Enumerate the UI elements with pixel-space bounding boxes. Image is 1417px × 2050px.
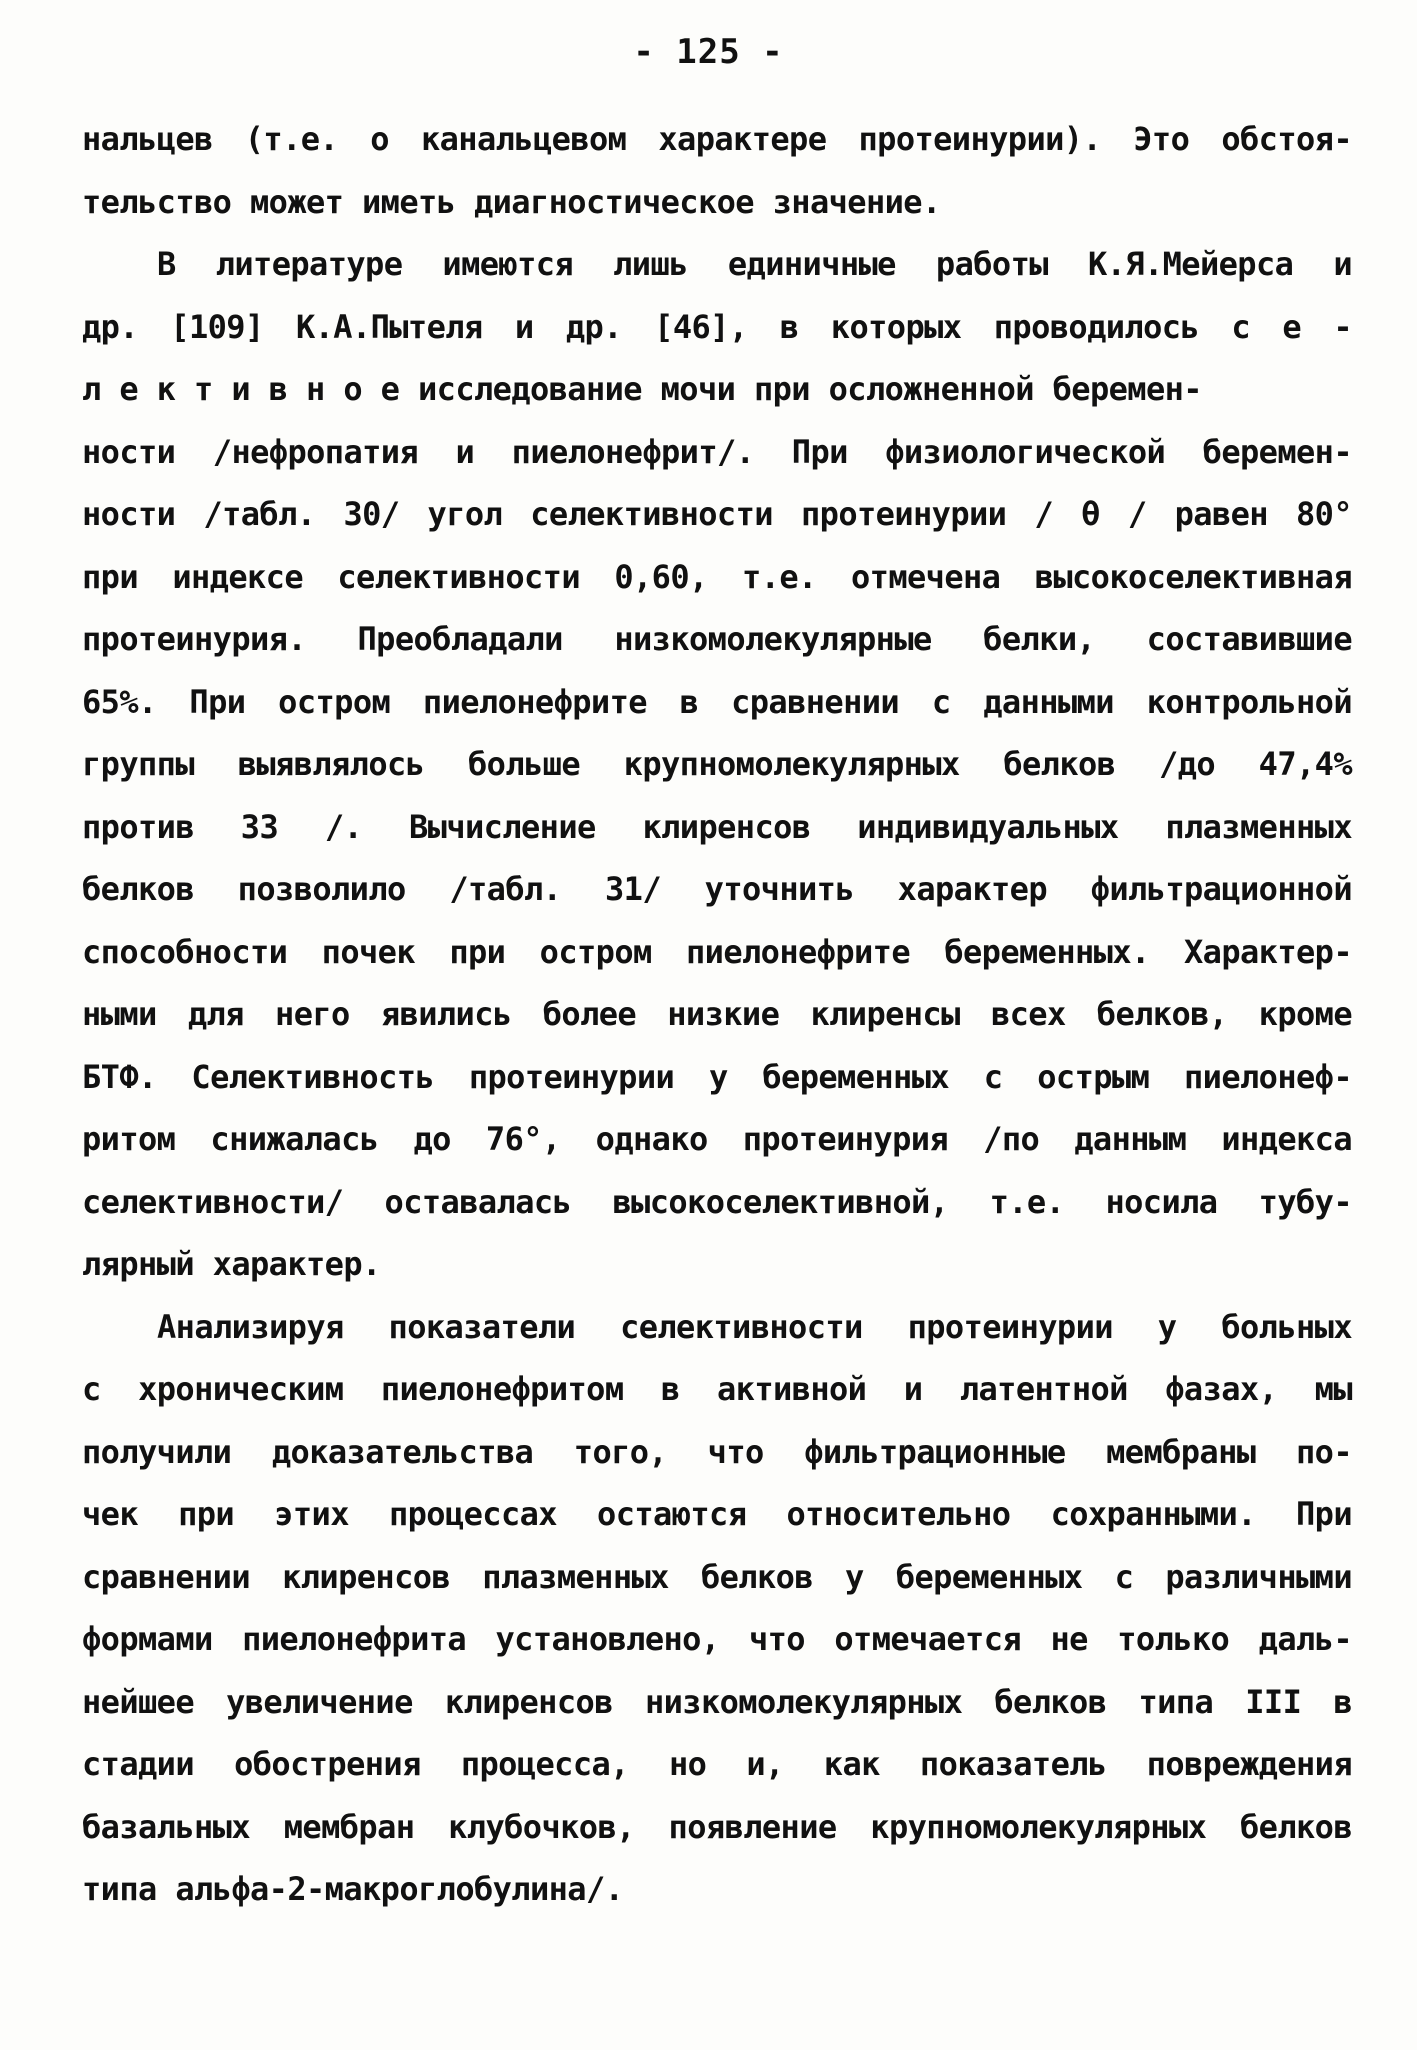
text-line: стадии обострения процесса, но и, как показатель повреждения bbox=[82, 1745, 1352, 1783]
text-line: способности почек при остром пиелонефрите беременных. Характер- bbox=[82, 932, 1352, 971]
text-line: 65%. При остром пиелонефрите в сравнении с данными контрольной bbox=[82, 682, 1352, 721]
text-line: чек при этих процессах остаются относительно сохранными. При bbox=[82, 1495, 1352, 1533]
text-line: при индексе селективности 0,60, т.е. отмечена высокоселективная bbox=[82, 557, 1352, 596]
text-line: формами пиелонефрита установлено, что отмечается не только даль- bbox=[82, 1620, 1352, 1658]
text-line: получили доказательства того, что фильтрационные мембраны по- bbox=[82, 1432, 1352, 1471]
text-line: белков позволило /табл. 31/ уточнить характер фильтрационной bbox=[82, 870, 1352, 908]
text-line: Анализируя показатели селективности протеинурии у больных bbox=[157, 1307, 1352, 1346]
text-line: ности /нефропатия и пиелонефрит/. При физиологической беремен- bbox=[82, 432, 1352, 471]
paragraph-3 bbox=[82, 1296, 1352, 1921]
text-line: группы выявлялось больше крупномолекулярных белков /до 47,4% bbox=[82, 745, 1352, 783]
text-line: с хроническим пиелонефритом в активной и латентной фазах, мы bbox=[82, 1370, 1352, 1408]
text-line: ритом снижалась до 76°, однако протеинурия /по данным индекса bbox=[82, 1120, 1352, 1158]
text-line: типа альфа-2-макроглобулина/. bbox=[82, 1870, 624, 1908]
text-line: ными для него явились более низкие клиренсы всех белков, кроме bbox=[82, 995, 1352, 1033]
text-line: сравнении клиренсов плазменных белков у беременных с различными bbox=[82, 1557, 1352, 1596]
text-line: БТФ. Селективность протеинурии у беременных с острым пиелонеф- bbox=[82, 1057, 1352, 1096]
text-line: селективности/ оставалась высокоселективной, т.е. носила тубу- bbox=[82, 1182, 1352, 1221]
text-line: лярный характер. bbox=[82, 1245, 381, 1283]
document-body bbox=[82, 108, 1352, 1921]
text-line: базальных мембран клубочков, появление крупномолекулярных белков bbox=[82, 1807, 1352, 1846]
text-line: нейшее увеличение клиренсов низкомолекулярных белков типа III в bbox=[82, 1682, 1352, 1721]
paragraph-1 bbox=[82, 108, 1352, 233]
text-line: тельство может иметь диагностическое значение. bbox=[82, 182, 941, 221]
text-line: др. [109] К.А.Пытеля и др. [46], в которых проводилось с е - bbox=[82, 307, 1352, 346]
text-line: л е к т и в н о е исследование мочи при осложненной беремен- bbox=[82, 370, 1202, 408]
text-line: В литературе имеются лишь единичные работы К.Я.Мейерса и bbox=[157, 245, 1352, 283]
text-line: протеинурия. Преобладали низкомолекулярные белки, составившие bbox=[82, 620, 1352, 658]
paragraph-2 bbox=[82, 233, 1352, 1296]
text-line: против 33 /. Вычисление клиренсов индивидуальных плазменных bbox=[82, 807, 1352, 846]
text-line: ности /табл. 30/ угол селективности протеинурии / θ / равен 80° bbox=[82, 495, 1352, 533]
page-number: - 125 - bbox=[633, 32, 784, 72]
text-line: нальцев (т.е. о канальцевом характере протеинурии). Это обстоя- bbox=[82, 120, 1352, 158]
